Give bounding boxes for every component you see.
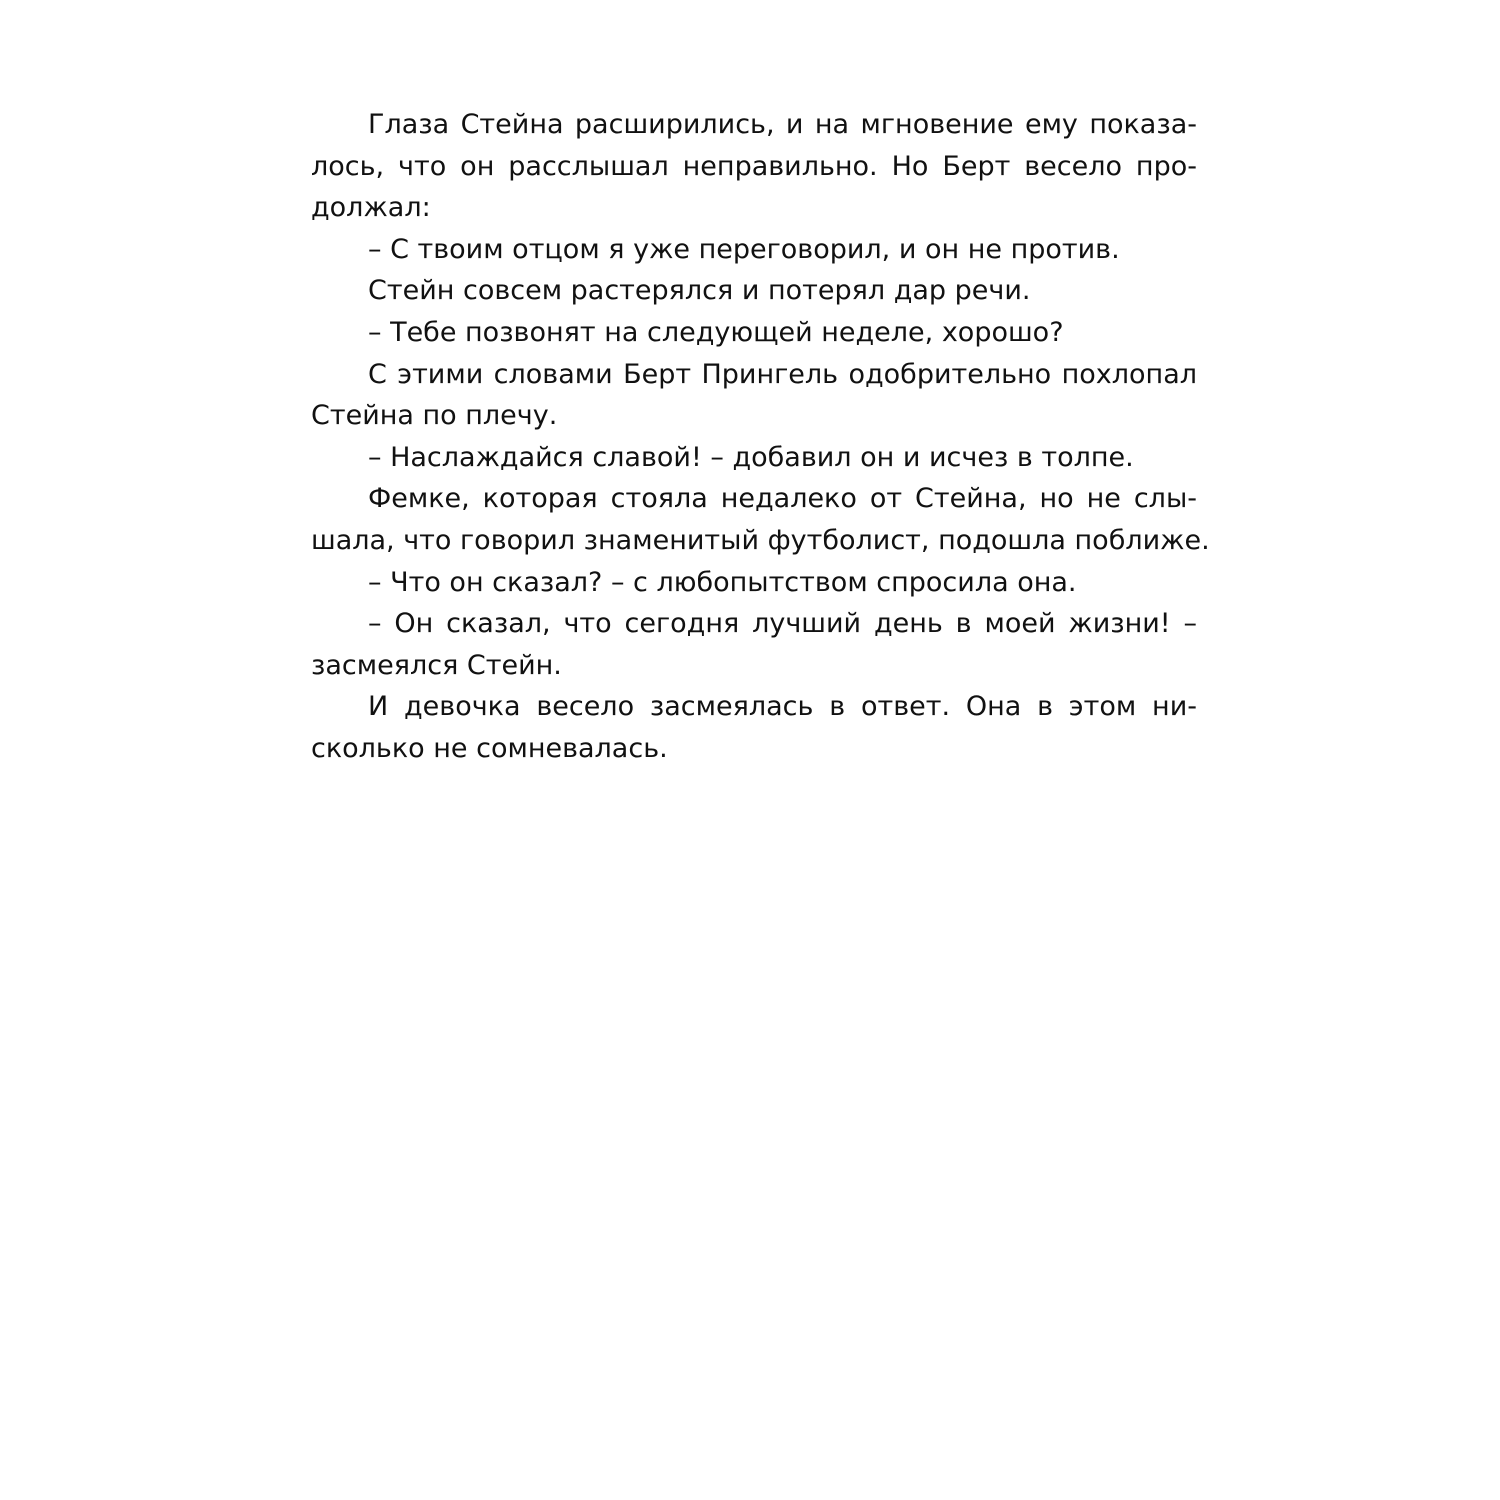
text-line: засмеялся Стейн. <box>311 649 562 681</box>
text-line: шала, что говорил знаменитый футболист, подошла поближе. <box>311 524 1210 556</box>
text-line: – Наслаждайся славой! – добавил он и исчез в толпе. <box>368 441 1134 473</box>
text-line: И девочка весело засмеялась в ответ. Она в этом ни- <box>368 691 1197 723</box>
text-line: Фемке, которая стояла недалеко от Стейна, но не слы- <box>368 483 1197 515</box>
body-text <box>311 104 1210 770</box>
text-line: С этими словами Берт Прингель одобрительно похлопал <box>368 358 1197 390</box>
text-line: – С твоим отцом я уже переговорил, и он не против. <box>368 233 1120 265</box>
text-line: – Он сказал, что сегодня лучший день в моей жизни! – <box>368 608 1197 640</box>
text-line: – Что он сказал? – с любопытством спросила она. <box>368 566 1077 598</box>
text-line: сколько не сомневалась. <box>311 732 668 764</box>
text-line: Стейна по плечу. <box>311 400 558 432</box>
text-line: Глаза Стейна расширились, и на мгновение ему показа- <box>368 109 1197 140</box>
text-line: лось, что он расслышал неправильно. Но Берт весело про- <box>311 150 1197 182</box>
text-line: – Тебе позвонят на следующей неделе, хорошо? <box>368 316 1064 348</box>
text-line: должал: <box>311 192 431 224</box>
text-line: Стейн совсем растерялся и потерял дар речи. <box>368 275 1031 307</box>
